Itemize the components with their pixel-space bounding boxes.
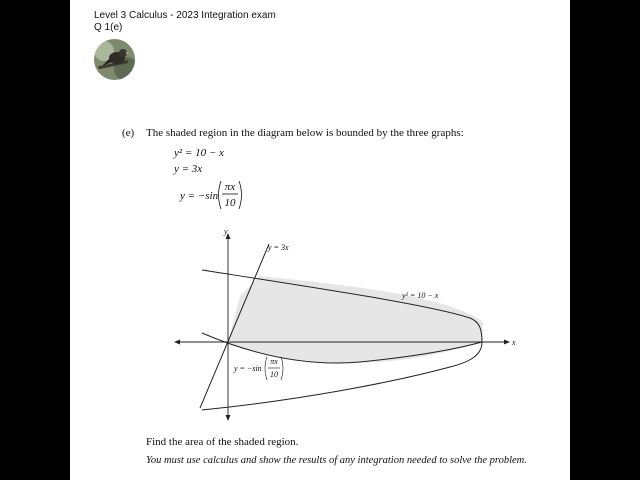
find-instruction: Find the area of the shaded region. xyxy=(146,436,299,448)
equation-parabola: y² = 10 − x xyxy=(174,147,224,159)
label-left-paren xyxy=(265,357,267,380)
x-axis-left-arrow xyxy=(174,340,180,345)
left-paren xyxy=(219,181,222,209)
exam-page xyxy=(70,0,570,480)
y-axis-bottom-arrow xyxy=(226,415,231,421)
y-axis-label: y xyxy=(224,227,228,236)
equation-sine-prefix: y = −sin xyxy=(180,190,219,202)
question-number: Q 1(e) xyxy=(94,22,123,33)
right-paren xyxy=(239,181,242,209)
question-label: (e) xyxy=(122,127,135,139)
question-intro: The shaded region in the diagram below is bounded by the three graphs: xyxy=(146,127,464,139)
diagram xyxy=(70,0,570,480)
equation-line: y = 3x xyxy=(174,163,203,175)
equation-sine xyxy=(179,181,242,209)
calculus-instruction: You must use calculus and show the results of any integration needed to solve the problem. xyxy=(146,455,527,466)
x-axis-right-arrow xyxy=(504,340,510,345)
equation-sine-denominator: 10 xyxy=(224,197,236,209)
label-sine-prefix: y = −sin xyxy=(234,364,262,373)
shaded-region xyxy=(228,276,483,342)
label-sine-denominator: 10 xyxy=(270,370,278,379)
x-axis-label: x xyxy=(512,338,516,347)
equation-sine-numerator: πx xyxy=(224,181,236,193)
label-right-paren xyxy=(281,357,283,380)
exam-title: Level 3 Calculus - 2023 Integration exam xyxy=(94,10,276,21)
label-sine xyxy=(233,357,283,380)
label-line: y = 3x xyxy=(268,243,289,252)
label-sine-numerator: πx xyxy=(270,357,278,366)
label-parabola: y² = 10 − x xyxy=(402,291,439,300)
